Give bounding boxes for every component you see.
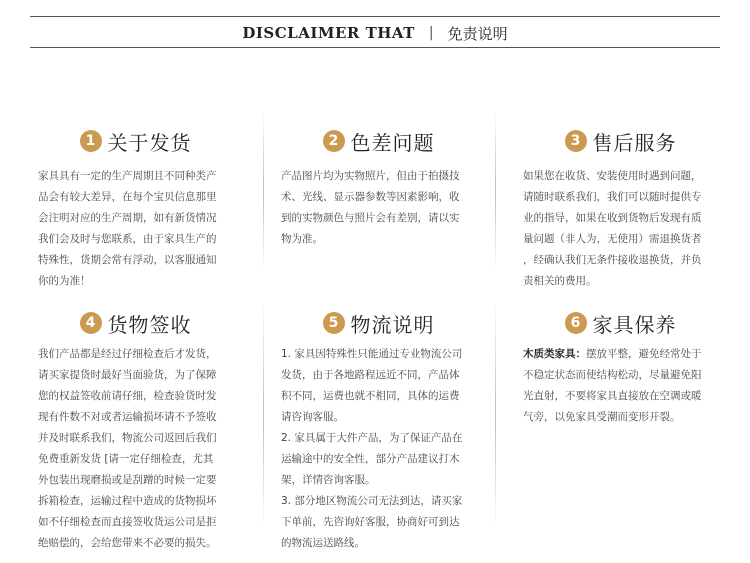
section-logistics	[281, 308, 476, 554]
section-title-text: 关于发货	[107, 130, 192, 155]
section-title	[523, 126, 718, 156]
section-number-badge: 1	[80, 130, 102, 152]
section-shipping	[38, 126, 233, 292]
section-body-text: 摆放平整，避免经常处于 不稳定状态而使结构松动，尽量避免阳 光直射，不要将家具直接放在空调或暖 气旁，以免家具受潮而变形开裂。	[523, 348, 702, 423]
column-divider	[495, 300, 496, 530]
section-number-badge: 3	[565, 130, 587, 152]
page-header	[0, 20, 750, 46]
header-top-rule	[30, 16, 720, 17]
header-bottom-rule	[30, 47, 720, 48]
section-after-sales	[523, 126, 718, 292]
section-title	[38, 308, 233, 338]
section-body: 如果您在收货、安装使用时遇到问题， 请随时联系我们，我们可以随时提供专 业的指导，如果在收到货物后发现有质 量问题（非人为，无使用）需退换货者 ，经确认我们无条件接收退换货，并负 责相关的费用。	[523, 170, 702, 287]
header-title-en: DISCLAIMER THAT	[242, 24, 415, 42]
section-title-text: 售后服务	[592, 130, 677, 155]
column-divider	[263, 110, 264, 270]
section-body: 我们产品都是经过仔细检查后才发货， 请买家提货时最好当面验货，为了保障 您的权益签收前请仔细，检查验货时发 现有件数不对或者运输损坏请不予签收 并及时联系我们，物流公司返回后我们 免费重新发货 [请一定仔细检查，尤其 外包装出现磨损或是刮蹭的时候一定要 拆箱检查，运输过程中造成的货物损坏 如不仔细检查而直接签收货运公司是拒 绝赔偿的，会给您带来不必要的损失。	[38, 348, 217, 549]
section-body: 产品图片均为实物照片，但由于拍摄技 术、光线、显示器参数等因素影响，收 到的实物颜色与照片会有差别，请以实 物为准。	[281, 170, 460, 245]
section-body	[523, 344, 718, 428]
section-color-difference	[281, 126, 476, 250]
section-title-text: 物流说明	[350, 312, 435, 337]
section-lead: 木质类家具：	[523, 348, 586, 360]
section-body: 家具具有一定的生产周期且不同种类产 品会有较大差异，在每个宝贝信息那里 会注明对应的生产周期，如有新货情况 我们会及时与您联系，由于家具生产的 特殊性，货期会常有浮动，以客服通知 你的为准！	[38, 170, 217, 287]
column-divider	[263, 300, 264, 530]
section-title	[281, 126, 476, 156]
section-number-badge: 4	[80, 312, 102, 334]
section-furniture-care	[523, 308, 718, 428]
section-body: 1. 家具因特殊性只能通过专业物流公司 发货，由于各地路程远近不同，产品体 积不同，运费也就不相同，具体的运费 请咨询客服。 2. 家具属于大件产品，为了保证产品在 运输途中的安全性，部分产品建议打木 架，详情咨询客服。 3. 部分地区物流公司无法到达，请买家 下单前，先咨询好客服，协商好可到达 的物流运送路线。	[281, 348, 463, 549]
section-title-text: 家具保养	[592, 312, 677, 337]
section-title	[38, 126, 233, 156]
header-separator: |	[428, 25, 434, 41]
section-title	[523, 308, 718, 338]
section-title	[281, 308, 476, 338]
column-divider	[495, 110, 496, 270]
section-number-badge: 5	[323, 312, 345, 334]
section-number-badge: 6	[565, 312, 587, 334]
header-title-cn: 免责说明	[447, 24, 508, 43]
section-title-text: 色差问题	[350, 130, 435, 155]
section-number-badge: 2	[323, 130, 345, 152]
section-title-text: 货物签收	[107, 312, 192, 337]
section-receipt	[38, 308, 233, 554]
